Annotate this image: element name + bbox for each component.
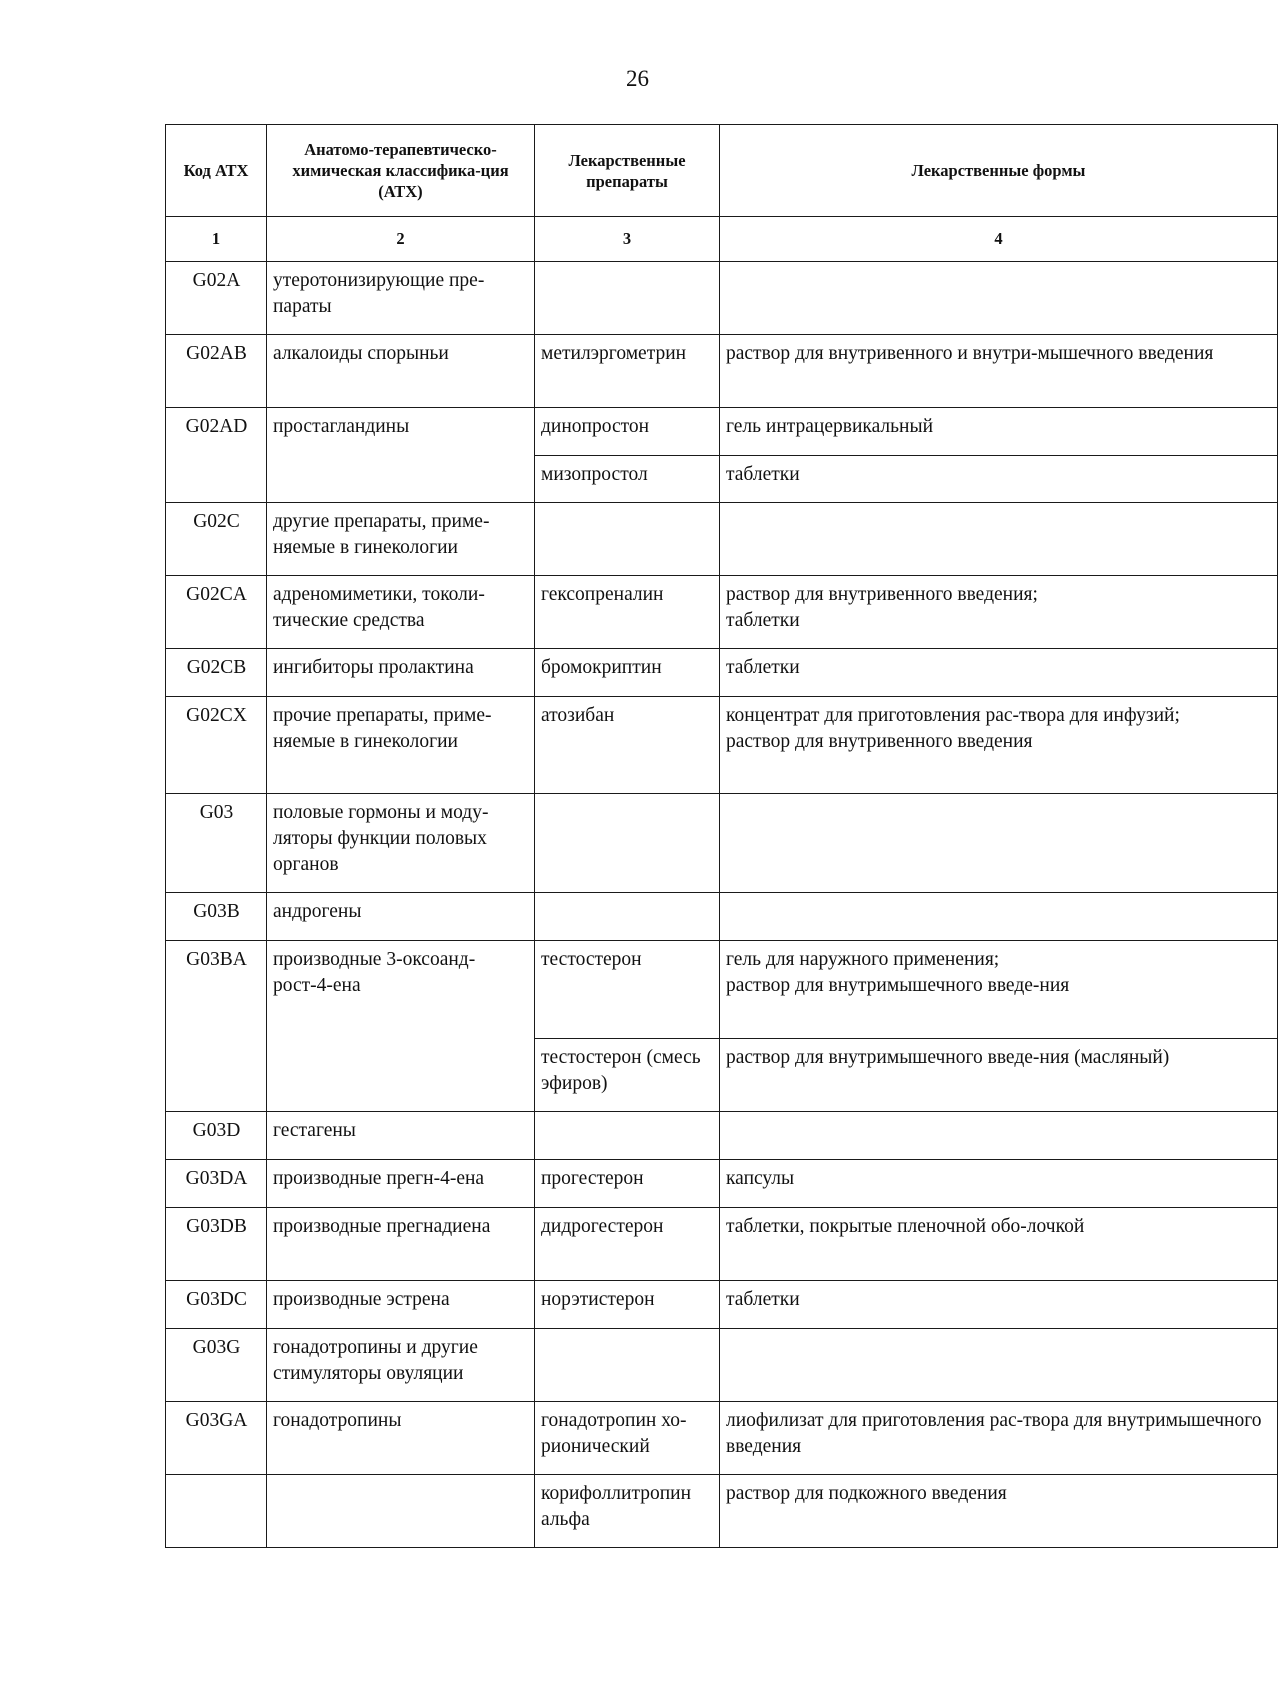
- table-body: [166, 262, 1278, 1548]
- column-number: 2: [267, 217, 535, 262]
- page-number: 26: [626, 66, 649, 91]
- drug-name-cell: тестостерон (смесь эфиров): [535, 1039, 720, 1112]
- header-code: Код АТХ: [166, 125, 267, 217]
- dosage-form-cell: раствор для подкожного введения: [720, 1475, 1278, 1548]
- header-classification: Анатомо-терапевтическо-химическая классифика-ция (АТХ): [267, 125, 535, 217]
- drug-name-cell: норэтистерон: [535, 1281, 720, 1329]
- drug-name-cell: [535, 262, 720, 335]
- atx-classification-cell: [267, 1475, 535, 1548]
- atx-code-cell: G02AD: [166, 408, 267, 503]
- dosage-form-cell: таблетки: [720, 1281, 1278, 1329]
- atx-code-cell: G03DA: [166, 1160, 267, 1208]
- drug-name-cell: корифоллитропин альфа: [535, 1475, 720, 1548]
- atx-classification-cell: другие препараты, приме-няемые в гинекологии: [267, 503, 535, 576]
- atx-classification-cell: гонадотропины и другие стимуляторы овуляции: [267, 1329, 535, 1402]
- column-number: 4: [720, 217, 1278, 262]
- table-row: [166, 262, 1278, 335]
- column-number: 3: [535, 217, 720, 262]
- table-row: [166, 1402, 1278, 1475]
- dosage-form-cell: гель интрацервикальный: [720, 408, 1278, 456]
- atx-code-cell: [166, 1475, 267, 1548]
- atx-code-cell: G03DC: [166, 1281, 267, 1329]
- drug-name-cell: прогестерон: [535, 1160, 720, 1208]
- table-row: [166, 1329, 1278, 1402]
- atx-classification-cell: производные 3-оксоанд-рост-4-ена: [267, 941, 535, 1112]
- drug-name-cell: [535, 794, 720, 893]
- dosage-form-cell: таблетки: [720, 649, 1278, 697]
- dosage-form-cell: таблетки, покрытые пленочной обо-лочкой: [720, 1208, 1278, 1281]
- atx-classification-cell: гестагены: [267, 1112, 535, 1160]
- dosage-form-cell: лиофилизат для приготовления рас-твора для внутримышечного введения: [720, 1402, 1278, 1475]
- atx-code-cell: G03: [166, 794, 267, 893]
- atx-classification-cell: простагландины: [267, 408, 535, 503]
- atx-classification-cell: андрогены: [267, 893, 535, 941]
- table-row: [166, 576, 1278, 649]
- table-row: [166, 1160, 1278, 1208]
- atx-code-cell: G02A: [166, 262, 267, 335]
- drug-name-cell: дидрогестерон: [535, 1208, 720, 1281]
- drug-name-cell: [535, 1112, 720, 1160]
- dosage-form-cell: [720, 794, 1278, 893]
- dosage-form-cell: [720, 893, 1278, 941]
- dosage-form-cell: гель для наружного применения; раствор для внутримышечного введе-ния: [720, 941, 1278, 1039]
- table-row: [166, 649, 1278, 697]
- drug-name-cell: динопростон: [535, 408, 720, 456]
- dosage-form-cell: концентрат для приготовления рас-твора для инфузий; раствор для внутривенного введения: [720, 697, 1278, 794]
- atx-table: [165, 124, 1278, 1548]
- dosage-form-cell: [720, 1329, 1278, 1402]
- column-number: 1: [166, 217, 267, 262]
- drug-name-cell: [535, 1329, 720, 1402]
- atx-classification-cell: прочие препараты, приме-няемые в гинекологии: [267, 697, 535, 794]
- dosage-form-cell: [720, 503, 1278, 576]
- table-row: [166, 1112, 1278, 1160]
- atx-code-cell: G02AB: [166, 335, 267, 408]
- table-row: [166, 335, 1278, 408]
- dosage-form-cell: раствор для внутримышечного введе-ния (масляный): [720, 1039, 1278, 1112]
- atx-classification-cell: производные прегнадиена: [267, 1208, 535, 1281]
- atx-code-cell: G03DB: [166, 1208, 267, 1281]
- header-drugs: Лекарственные препараты: [535, 125, 720, 217]
- atx-classification-cell: утеротонизирующие пре-параты: [267, 262, 535, 335]
- table-row: [166, 697, 1278, 794]
- drug-name-cell: бромокриптин: [535, 649, 720, 697]
- atx-code-cell: G03D: [166, 1112, 267, 1160]
- dosage-form-cell: капсулы: [720, 1160, 1278, 1208]
- atx-classification-cell: производные эстрена: [267, 1281, 535, 1329]
- dosage-form-cell: [720, 262, 1278, 335]
- atx-code-cell: G02CB: [166, 649, 267, 697]
- atx-classification-cell: адреномиметики, токоли-тические средства: [267, 576, 535, 649]
- column-number-row: [166, 217, 1278, 262]
- drug-name-cell: атозибан: [535, 697, 720, 794]
- table-row: [166, 1475, 1278, 1548]
- table-row: [166, 941, 1278, 1039]
- atx-classification-cell: гонадотропины: [267, 1402, 535, 1475]
- atx-code-cell: G03B: [166, 893, 267, 941]
- dosage-form-cell: раствор для внутривенного введения; таблетки: [720, 576, 1278, 649]
- drug-name-cell: гонадотропин хо-рионический: [535, 1402, 720, 1475]
- drug-name-cell: тестостерон: [535, 941, 720, 1039]
- atx-classification-cell: ингибиторы пролактина: [267, 649, 535, 697]
- atx-code-cell: G02CX: [166, 697, 267, 794]
- table-row: [166, 794, 1278, 893]
- table-row: [166, 503, 1278, 576]
- drug-name-cell: [535, 503, 720, 576]
- drug-name-cell: гексопреналин: [535, 576, 720, 649]
- dosage-form-cell: [720, 1112, 1278, 1160]
- atx-classification-cell: производные прегн-4-ена: [267, 1160, 535, 1208]
- atx-classification-cell: половые гормоны и моду-ляторы функции половых органов: [267, 794, 535, 893]
- atx-code-cell: G02CA: [166, 576, 267, 649]
- table-row: [166, 1208, 1278, 1281]
- header-row: [166, 125, 1278, 217]
- drug-name-cell: [535, 893, 720, 941]
- table-row: [166, 893, 1278, 941]
- drug-name-cell: метилэргометрин: [535, 335, 720, 408]
- dosage-form-cell: раствор для внутривенного и внутри-мышечного введения: [720, 335, 1278, 408]
- dosage-form-cell: таблетки: [720, 456, 1278, 503]
- table-row: [166, 1281, 1278, 1329]
- atx-code-cell: G02C: [166, 503, 267, 576]
- atx-code-cell: G03GA: [166, 1402, 267, 1475]
- table-row: [166, 408, 1278, 456]
- header-forms: Лекарственные формы: [720, 125, 1278, 217]
- atx-code-cell: G03BA: [166, 941, 267, 1112]
- drug-name-cell: мизопростол: [535, 456, 720, 503]
- atx-code-cell: G03G: [166, 1329, 267, 1402]
- atx-classification-cell: алкалоиды спорыньи: [267, 335, 535, 408]
